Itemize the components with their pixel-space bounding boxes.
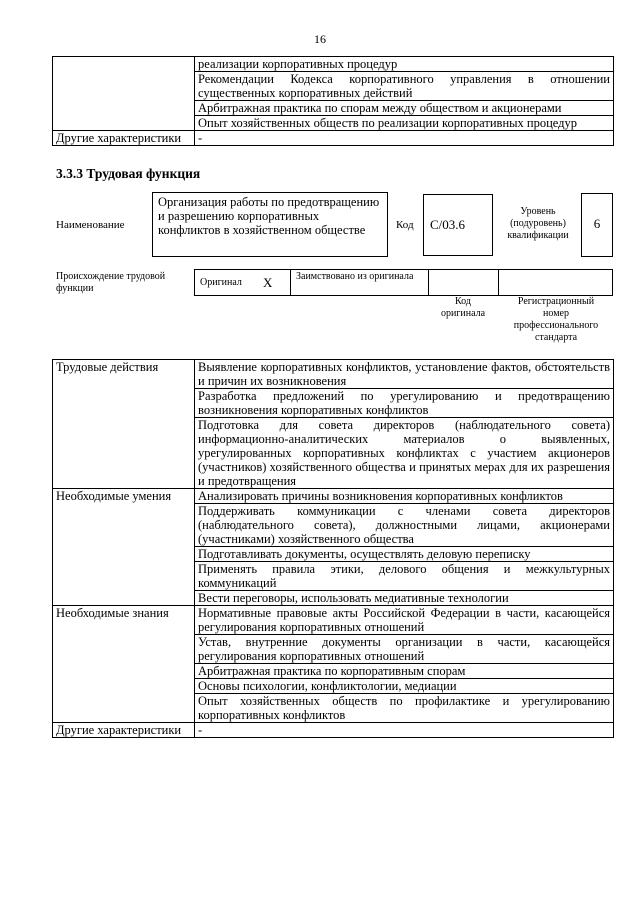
code-label: Код (396, 219, 414, 231)
skill-item: Применять правила этики, делового общения и межкультурных коммуникаций (195, 562, 614, 591)
knowledge-label: Необходимые знания (53, 606, 195, 723)
skill-item: Анализировать причины возникновения корпоративных конфликтов (195, 489, 614, 504)
top-table-row: Рекомендации Кодекса корпоративного управления в отношении существенных корпоративных действий (195, 72, 614, 101)
name-value: Организация работы по предотвращению и разрешению корпоративных конфликтов в хозяйственном обществе (158, 195, 380, 237)
top-table-label-cell (53, 57, 195, 131)
origin-original-box (194, 269, 291, 296)
main-other-value: - (195, 723, 614, 738)
top-table-row: реализации корпоративных процедур (195, 57, 614, 72)
action-item: Разработка предложений по урегулированию и предотвращению возникновения корпоративных конфликтов (195, 389, 614, 418)
main-other-label: Другие характеристики (53, 723, 195, 738)
knowledge-item: Устав, внутренние документы организации в части, касающейся регулирования корпоративных отношений (195, 635, 614, 664)
section-title: 3.3.3 Трудовая функция (56, 166, 201, 181)
origin-original-label: Оригинал (200, 277, 242, 288)
origin-borrowed-box (290, 269, 429, 296)
knowledge-item: Арбитражная практика по корпоративным спорам (195, 664, 614, 679)
origin-reg-box (498, 269, 613, 296)
top-table-other-value: - (195, 131, 614, 146)
knowledge-item: Нормативные правовые акты Российской Федерации в части, касающейся регулирования корпоративных отношений (195, 606, 614, 635)
top-table-row: Арбитражная практика по спорам между обществом и акционерами (195, 101, 614, 116)
top-table-row: Опыт хозяйственных обществ по реализации корпоративных процедур (195, 116, 614, 131)
main-table (52, 359, 614, 738)
code-value: C/03.6 (430, 217, 466, 232)
level-value: 6 (593, 216, 601, 231)
top-table-other-label: Другие характеристики (53, 131, 195, 146)
level-value-box (581, 193, 613, 257)
level-label: Уровень (подуровень) квалификации (507, 206, 569, 241)
origin-label: Происхождение трудовой функции (56, 271, 166, 294)
skill-item: Вести переговоры, использовать медиативные технологии (195, 591, 614, 606)
knowledge-item: Опыт хозяйственных обществ по профилактике и урегулированию корпоративных конфликтов (195, 694, 614, 723)
top-table (52, 56, 614, 146)
page-number: 16 (314, 32, 326, 46)
skills-label: Необходимые умения (53, 489, 195, 606)
actions-label: Трудовые действия (53, 360, 195, 489)
origin-code-caption: Код оригинала (440, 296, 486, 319)
origin-original-mark: X (263, 275, 273, 290)
skill-item: Поддерживать коммуникации с членами совета директоров (наблюдательного совета), должностными лицами, акционерами (участниками) хозяйственного общества (195, 504, 614, 547)
origin-borrowed-label: Заимствовано из оригинала (296, 271, 414, 282)
name-label: Наименование (56, 219, 125, 231)
action-item: Подготовка для совета директоров (наблюдательного совета) информационно-аналитических материалов о выявленных, урегулированных корпоративных конфликтах с участием акционеров (участников) хозяйственного общества и принятых мерах для их разрешения и предотвращения (195, 418, 614, 489)
origin-code-box (428, 269, 499, 296)
skill-item: Подготавливать документы, осуществлять деловую переписку (195, 547, 614, 562)
action-item: Выявление корпоративных конфликтов, установление фактов, обстоятельств и причин их возникновения (195, 360, 614, 389)
origin-reg-caption: Регистрационный номер профессионального стандарта (513, 296, 599, 343)
name-value-box (152, 192, 388, 257)
knowledge-item: Основы психологии, конфликтологии, медиации (195, 679, 614, 694)
code-value-box (423, 194, 493, 256)
